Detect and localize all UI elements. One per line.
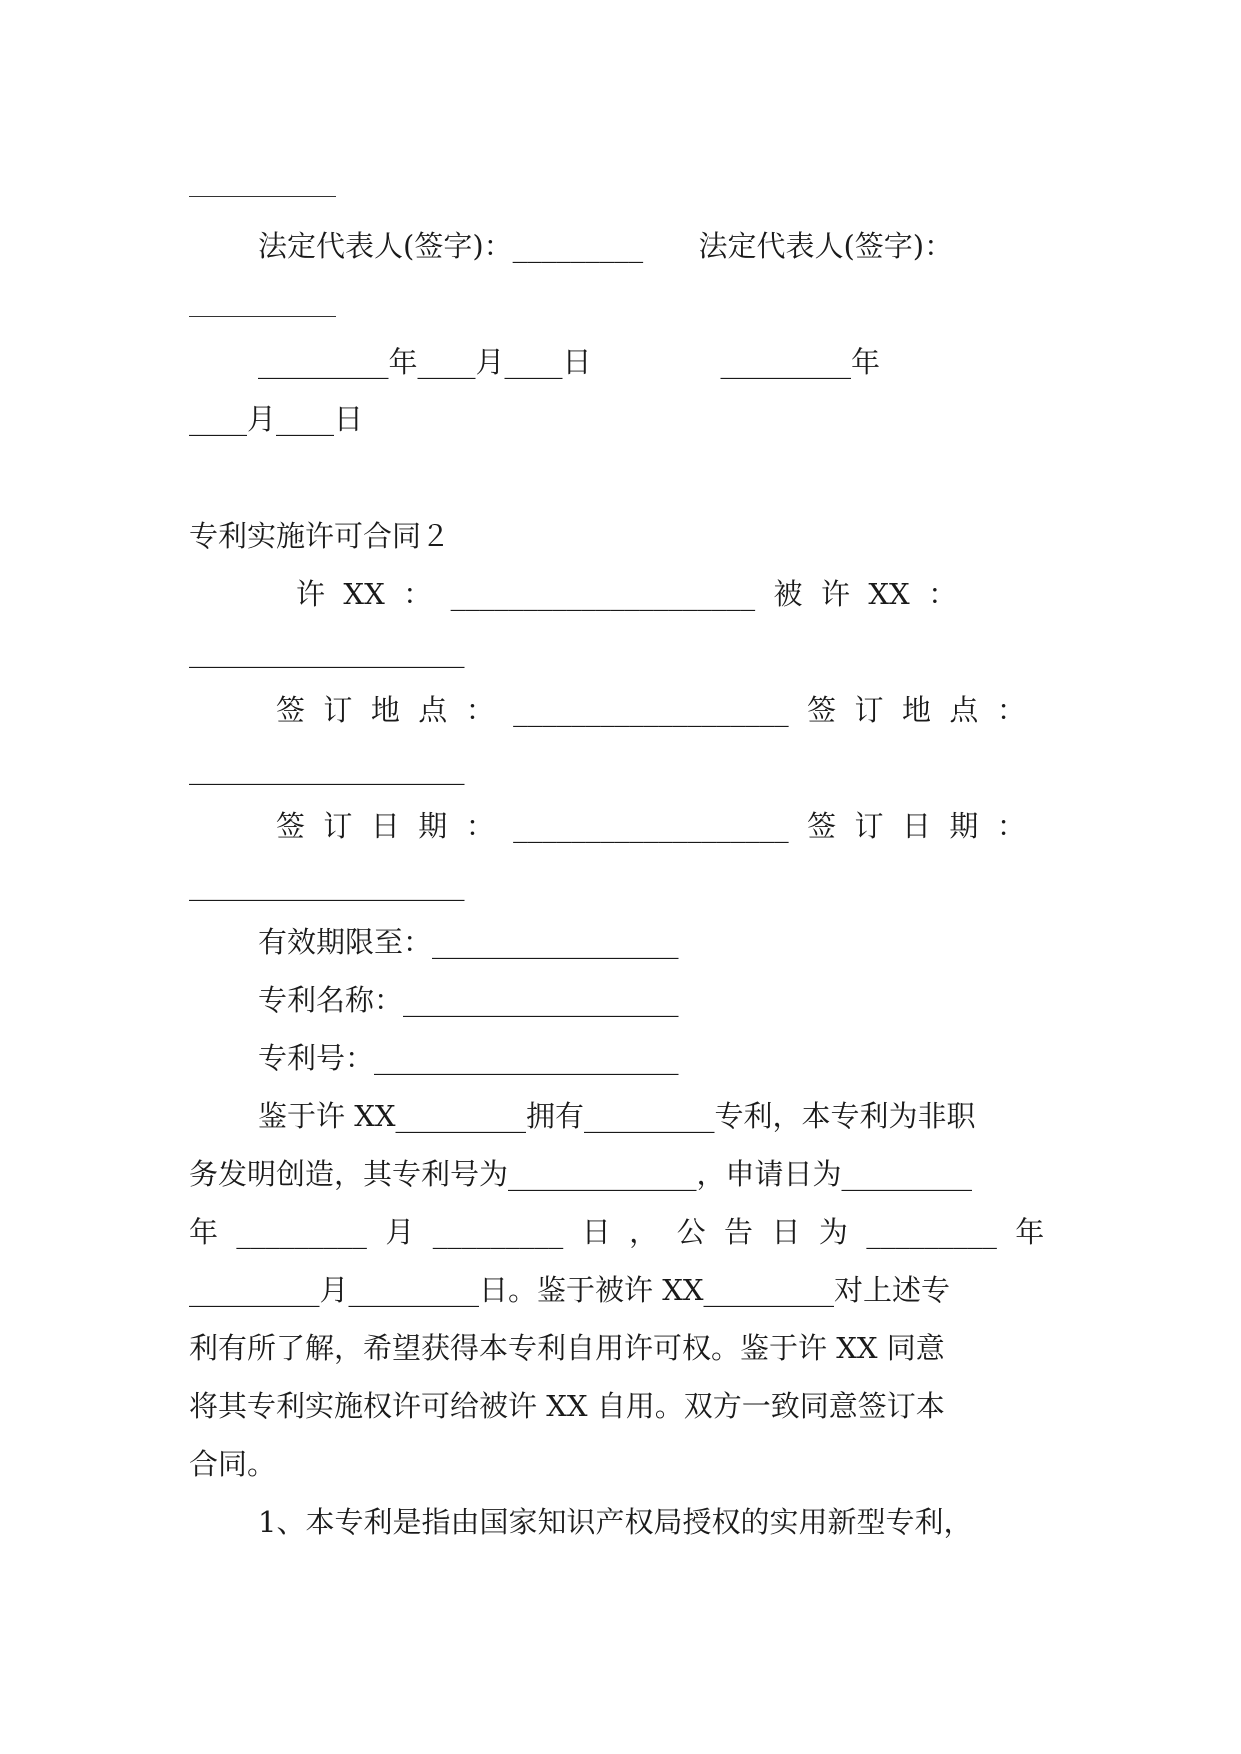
paragraph-line: 年 _________ 月 _________ 日 ， 公 告 日 为 _________ 年 [189, 1215, 1045, 1249]
paragraph-line: 鉴于许 XX_________拥有_________专利，本专利为非职 [258, 1099, 976, 1133]
date-line: _________年____月____日 _________年 [258, 345, 881, 379]
contract-title: 专利实施许可合同２ [189, 519, 451, 553]
signing-place-blank: ___________________ [189, 751, 465, 785]
legal-representative-line: 法定代表人(签字)：_________ 法定代表人(签字)： [258, 229, 954, 263]
paragraph-line: _________月_________日。鉴于被许 XX_________对上述专 [189, 1273, 951, 1307]
signature-underline-top [189, 196, 336, 197]
patent-name-line: 专利名称：___________________ [258, 983, 679, 1017]
signature-underline-rep [189, 316, 336, 317]
signing-date-line: 签 订 日 期 ： ___________________ 签 订 日 期 ： [276, 809, 1026, 843]
validity-line: 有效期限至：_________________ [258, 925, 679, 959]
paragraph-line: 将其专利实施权许可给被许 XX 自用。双方一致同意签订本 [189, 1389, 945, 1423]
signing-date-blank: ___________________ [189, 867, 465, 901]
licensee-blank: ___________________ [189, 634, 465, 668]
paragraph-line: 务发明创造，其专利号为_____________，申请日为_________ [189, 1157, 973, 1191]
licensor-line: 许 XX ： _____________________ 被 许 XX ： [296, 577, 958, 611]
patent-number-line: 专利号：_____________________ [258, 1041, 679, 1075]
clause-1: 1、本专利是指由国家知识产权局授权的实用新型专利， [258, 1505, 973, 1539]
date-line-cont: ____月____日 [189, 402, 364, 436]
paragraph-line: 利有所了解，希望获得本专利自用许可权。鉴于许 XX 同意 [189, 1331, 945, 1365]
signing-place-line: 签 订 地 点 ： ___________________ 签 订 地 点 ： [276, 693, 1026, 727]
paragraph-line: 合同。 [189, 1447, 277, 1481]
